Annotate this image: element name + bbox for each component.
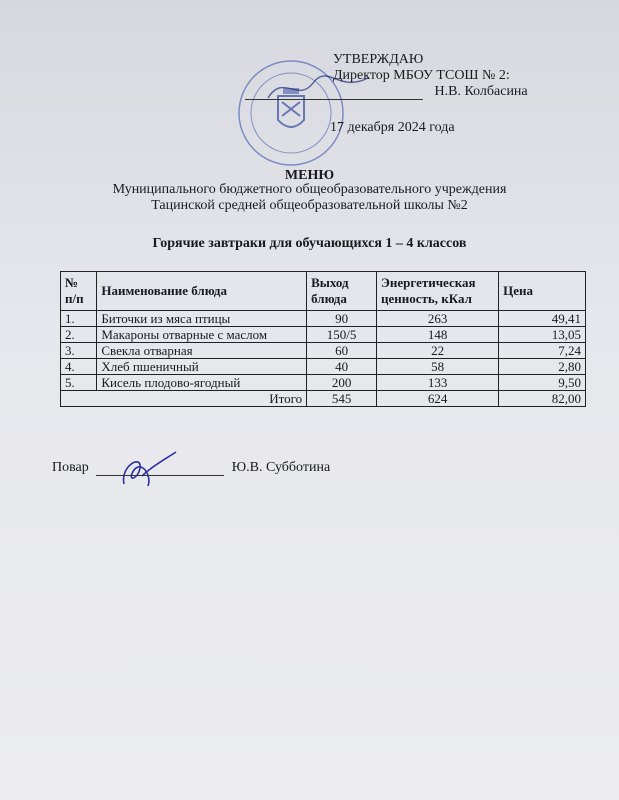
row-price: 2,80 bbox=[499, 359, 586, 375]
approval-position: Директор МБОУ ТСОШ № 2: bbox=[333, 68, 510, 83]
row-num: 4. bbox=[61, 359, 97, 375]
director-name: Н.В. Колбасина bbox=[434, 84, 528, 99]
table-header-row bbox=[61, 272, 586, 311]
signature-line bbox=[245, 99, 423, 100]
row-energy: 22 bbox=[377, 343, 499, 359]
cook-signature-row bbox=[52, 460, 330, 476]
row-name: Хлеб пшеничный bbox=[97, 359, 307, 375]
total-label: Итого bbox=[61, 391, 307, 407]
row-price: 9,50 bbox=[499, 375, 586, 391]
row-name: Макароны отварные с маслом bbox=[97, 327, 307, 343]
row-output: 200 bbox=[307, 375, 377, 391]
row-energy: 133 bbox=[377, 375, 499, 391]
row-energy: 58 bbox=[377, 359, 499, 375]
header-output: Выход блюда bbox=[307, 272, 377, 311]
header-num: № п/п bbox=[61, 272, 97, 311]
table-row bbox=[61, 311, 586, 327]
approval-signature-row bbox=[333, 84, 528, 100]
row-price: 13,05 bbox=[499, 327, 586, 343]
row-output: 40 bbox=[307, 359, 377, 375]
menu-subtitle: Горячие завтраки для обучающихся 1 – 4 классов bbox=[152, 236, 467, 251]
page-title: МЕНЮ bbox=[284, 168, 335, 183]
cook-label: Повар bbox=[52, 460, 89, 475]
row-price: 7,24 bbox=[499, 343, 586, 359]
approval-date: 17 декабря 2024 года bbox=[330, 120, 455, 135]
table-row bbox=[61, 359, 586, 375]
row-energy: 148 bbox=[377, 327, 499, 343]
cook-signature-line bbox=[96, 461, 224, 476]
row-output: 150/5 bbox=[307, 327, 377, 343]
organization-line-2: Тацинской средней общеобразовательной школы №2 bbox=[151, 198, 468, 213]
row-num: 5. bbox=[61, 375, 97, 391]
row-name: Кисель плодово-ягодный bbox=[97, 375, 307, 391]
header-energy: Энергетическая ценность, кКал bbox=[377, 272, 499, 311]
approval-heading: УТВЕРЖДАЮ bbox=[333, 52, 424, 67]
row-num: 2. bbox=[61, 327, 97, 343]
table-row bbox=[61, 327, 586, 343]
total-price: 82,00 bbox=[499, 391, 586, 407]
row-price: 49,41 bbox=[499, 311, 586, 327]
organization-line-1: Муниципального бюджетного общеобразовательного учреждения bbox=[112, 182, 507, 197]
approval-block bbox=[333, 52, 528, 100]
cook-name: Ю.В. Субботина bbox=[231, 460, 331, 475]
header-price: Цена bbox=[499, 272, 586, 311]
menu-table bbox=[60, 271, 586, 407]
table-row bbox=[61, 343, 586, 359]
table-row bbox=[61, 375, 586, 391]
row-name: Свекла отварная bbox=[97, 343, 307, 359]
total-output: 545 bbox=[307, 391, 377, 407]
row-output: 90 bbox=[307, 311, 377, 327]
table-total-row bbox=[61, 391, 586, 407]
total-energy: 624 bbox=[377, 391, 499, 407]
row-energy: 263 bbox=[377, 311, 499, 327]
row-name: Биточки из мяса птицы bbox=[97, 311, 307, 327]
row-output: 60 bbox=[307, 343, 377, 359]
header-name: Наименование блюда bbox=[97, 272, 307, 311]
row-num: 3. bbox=[61, 343, 97, 359]
row-num: 1. bbox=[61, 311, 97, 327]
